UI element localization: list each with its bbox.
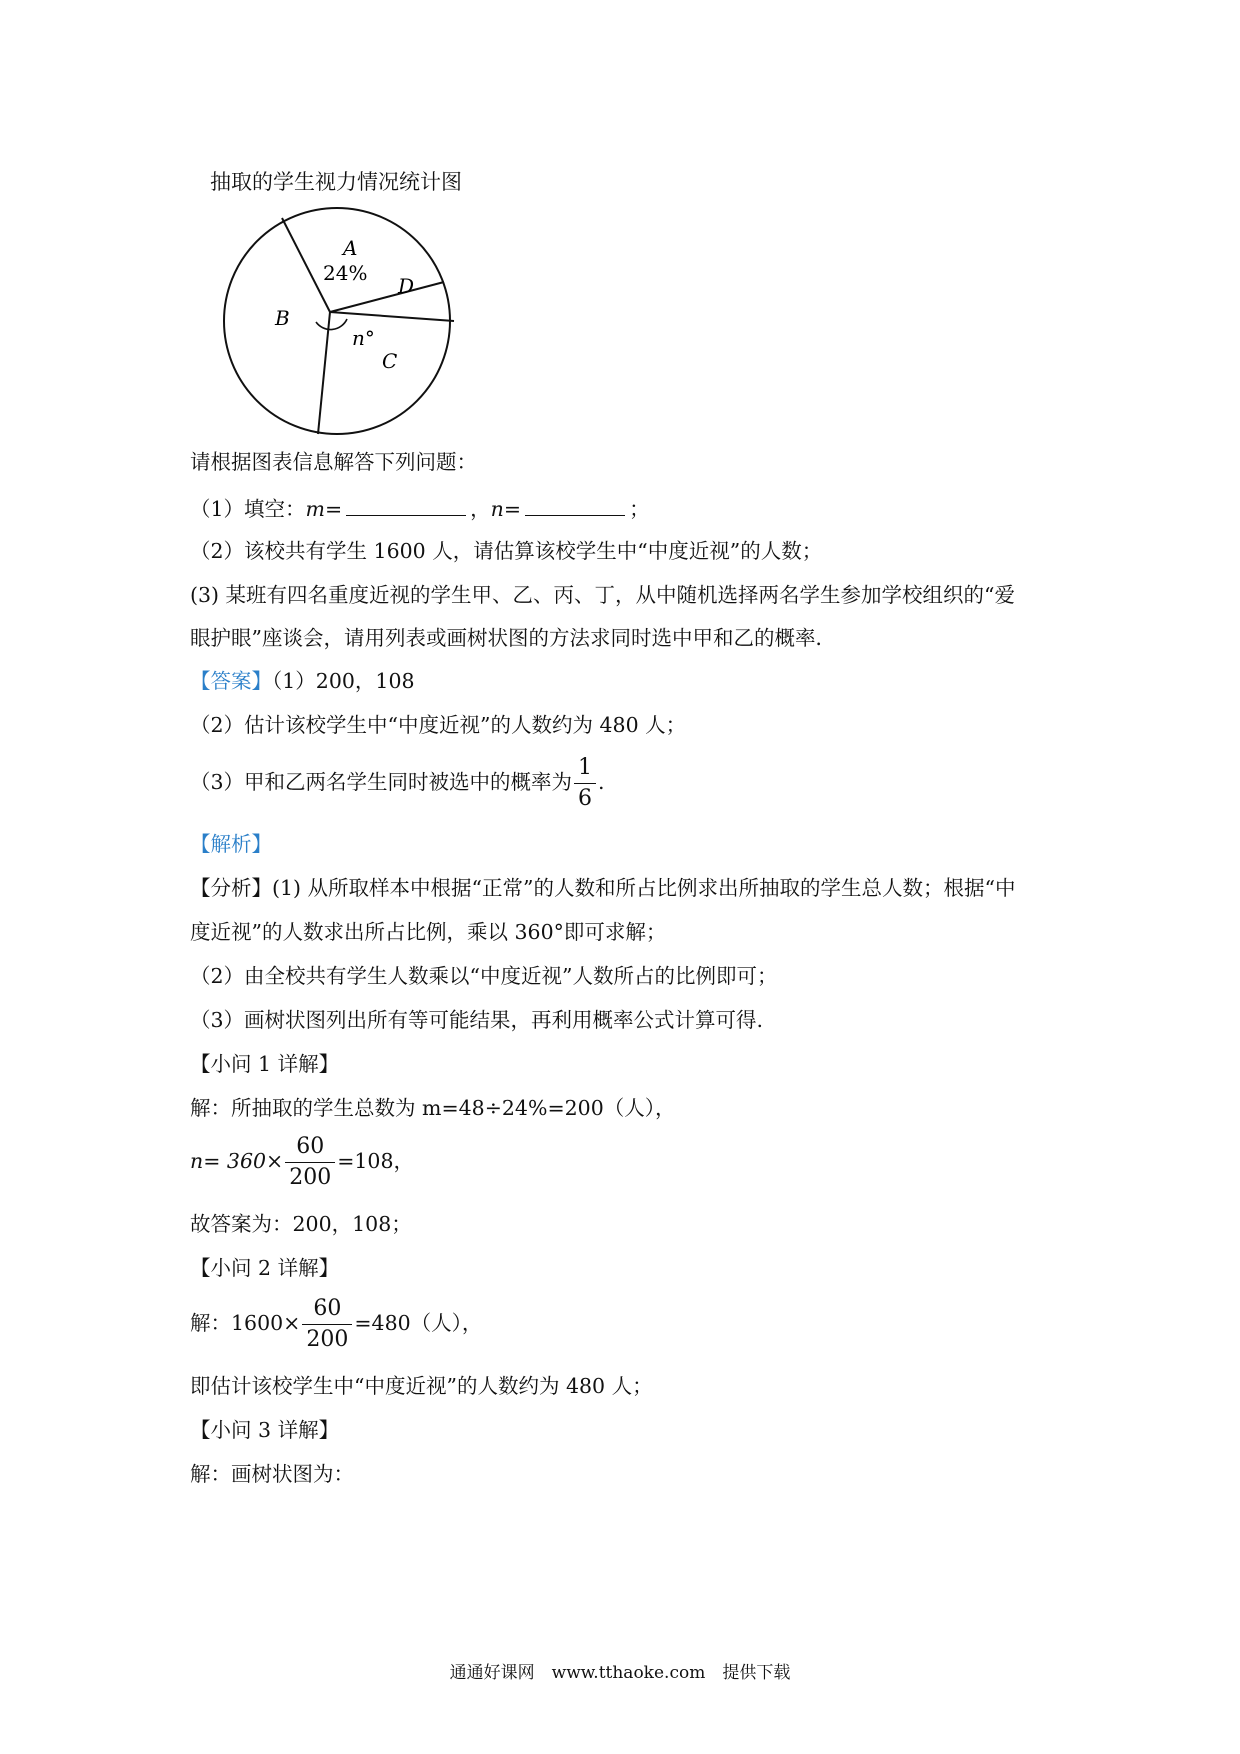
detail1-fraction [285,1132,335,1193]
q1-end: ； [629,497,650,521]
detail2-suffix: =480（人）， [354,1311,483,1335]
pie-label-C: C [382,349,398,373]
question-2: （2）该校共有学生 1600 人，请估算该校学生中“中度近视”的人数； [190,539,823,563]
detail1-n-prefix: n= 360× [190,1149,284,1173]
q1-m: m= [305,497,343,521]
detail2-formula [190,1292,482,1355]
detail3-line1: 解：画树状图为： [190,1462,354,1486]
question-intro: 请根据图表信息解答下列问题： [190,450,477,474]
pie-chart [220,205,460,445]
question-3-line1: (3) 某班有四名重度近视的学生甲、乙、丙、丁，从中随机选择两名学生参加学校组织的“爱 [190,583,1016,607]
q1-n: n= [490,497,522,521]
answer-tag: 【答案】 [190,669,272,693]
pie-label-D: D [398,274,415,298]
answer-3-fraction [574,753,596,814]
answer-3-prefix: （3）甲和乙两名学生同时被选中的概率为 [190,770,573,794]
detail2-title: 【小问 2 详解】 [190,1256,340,1280]
detail1-title: 【小问 1 详解】 [190,1052,340,1076]
detail2-conclusion: 即估计该校学生中“中度近视”的人数约为 480 人； [190,1374,653,1398]
detail1-numerator: 60 [285,1132,335,1163]
detail3-title: 【小问 3 详解】 [190,1418,340,1442]
page-footer: 通通好课网 www.tthaoke.com 提供下载 [449,1663,791,1683]
detail1-answer: 故答案为：200，108； [190,1212,412,1236]
pie-angle-n: n° [352,326,375,350]
pie-radius-D-C [330,312,454,321]
detail2-numerator: 60 [302,1294,352,1325]
q1-blank-n [525,493,625,516]
answer-line1 [190,667,415,695]
detail1-denominator: 200 [289,1165,332,1190]
q1-sep: ， [470,497,491,521]
answer-3-denominator: 6 [578,786,593,811]
detail2-prefix: 解：1600× [190,1311,301,1335]
answer-1: （1）200，108 [272,669,415,693]
q1-blank-m [346,493,466,516]
answer-3-numerator: 1 [574,753,596,784]
detail2-fraction [302,1294,352,1355]
answer-3-end: . [598,770,605,794]
analysis-line2: 度近视”的人数求出所占比例，乘以 360°即可求解； [190,920,667,944]
chart-title: 抽取的学生视力情况统计图 [210,170,462,194]
question-3-line2: 眼护眼”座谈会，请用列表或画树状图的方法求同时选中甲和乙的概率． [190,626,836,650]
answer-2: （2）估计该校学生中“中度近视”的人数约为 480 人； [190,713,687,737]
analysis-line1: 【分析】(1) 从所取样本中根据“正常”的人数和所占比例求出所抽取的学生总人数；根据“中 [190,876,1016,900]
question-1 [190,493,650,523]
detail1-n-formula [190,1130,414,1193]
q1-prefix: （1）填空： [190,497,306,521]
pie-value-A: 24% [323,261,368,285]
detail2-denominator: 200 [306,1327,349,1352]
detail1-n-suffix: =108， [337,1149,415,1173]
analysis-2: （2）由全校共有学生人数乘以“中度近视”人数所占的比例即可； [190,964,778,988]
pie-label-A: A [343,236,358,260]
pie-angle-arc [316,319,347,330]
pie-radius-A-D [330,282,444,312]
pie-radius-C-B [318,312,330,434]
analysis-3: （3）画树状图列出所有等可能结果，再利用概率公式计算可得. [190,1008,764,1032]
detail1-line1: 解：所抽取的学生总数为 m=48÷24%=200（人）， [190,1096,676,1120]
pie-outline [224,208,450,434]
pie-label-B: B [275,306,290,330]
analysis-tag: 【解析】 [190,832,272,856]
answer-3 [190,752,605,814]
